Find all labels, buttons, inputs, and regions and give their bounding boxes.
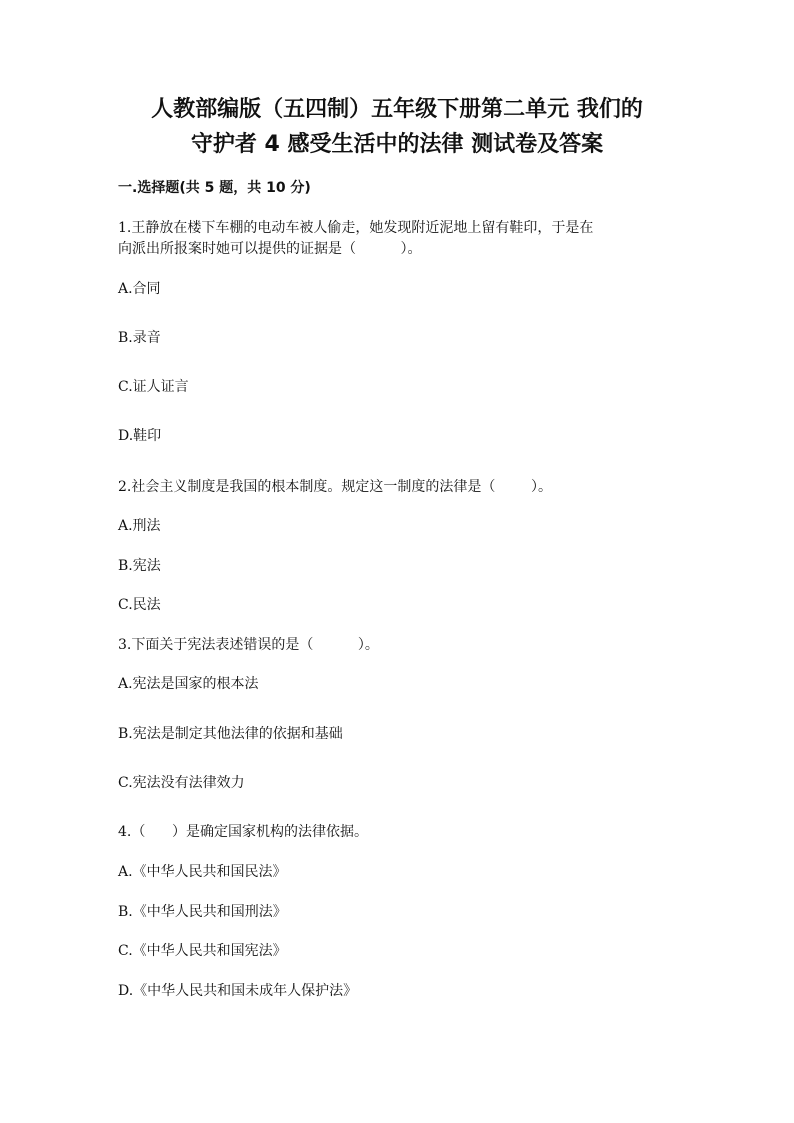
section-heading: 一.选择题(共 5 题，共 10 分) <box>118 180 311 196</box>
question-1-option-b: B.录音 <box>118 330 161 346</box>
question-1-line-1: 1.王静放在楼下车棚的电动车被人偷走，她发现附近泥地上留有鞋印，于是在 <box>118 220 594 236</box>
question-2-line-1: 2.社会主义制度是我国的根本制度。规定这一制度的法律是（ ）。 <box>118 479 552 495</box>
page-title-line-2: 守护者 4 感受生活中的法律 测试卷及答案 <box>190 132 604 157</box>
question-2-option-a: A.刑法 <box>118 518 161 534</box>
question-3-line-1: 3.下面关于宪法表述错误的是（ ）。 <box>118 637 379 653</box>
question-4-option-d: D.《中华人民共和国未成年人保护法》 <box>118 983 358 999</box>
question-3-option-c: C.宪法没有法律效力 <box>118 775 245 791</box>
question-4-option-c: C.《中华人民共和国宪法》 <box>118 943 287 959</box>
question-4-line-1: 4.（ ）是确定国家机构的法律依据。 <box>118 824 369 840</box>
question-2-option-c: C.民法 <box>118 597 161 613</box>
question-2-option-b: B.宪法 <box>118 558 161 574</box>
question-4-option-b: B.《中华人民共和国刑法》 <box>118 904 287 920</box>
question-1-option-d: D.鞋印 <box>118 428 162 444</box>
question-4-option-a: A.《中华人民共和国民法》 <box>118 864 287 880</box>
question-1-option-a: A.合同 <box>118 281 161 297</box>
page-title-line-1: 人教部编版（五四制）五年级下册第二单元 我们的 <box>151 97 643 122</box>
question-1-option-c: C.证人证言 <box>118 379 189 395</box>
question-3-option-b: B.宪法是制定其他法律的依据和基础 <box>118 726 343 742</box>
question-1-line-2: 向派出所报案时她可以提供的证据是（ ）。 <box>118 241 422 257</box>
question-3-option-a: A.宪法是国家的根本法 <box>118 676 259 692</box>
